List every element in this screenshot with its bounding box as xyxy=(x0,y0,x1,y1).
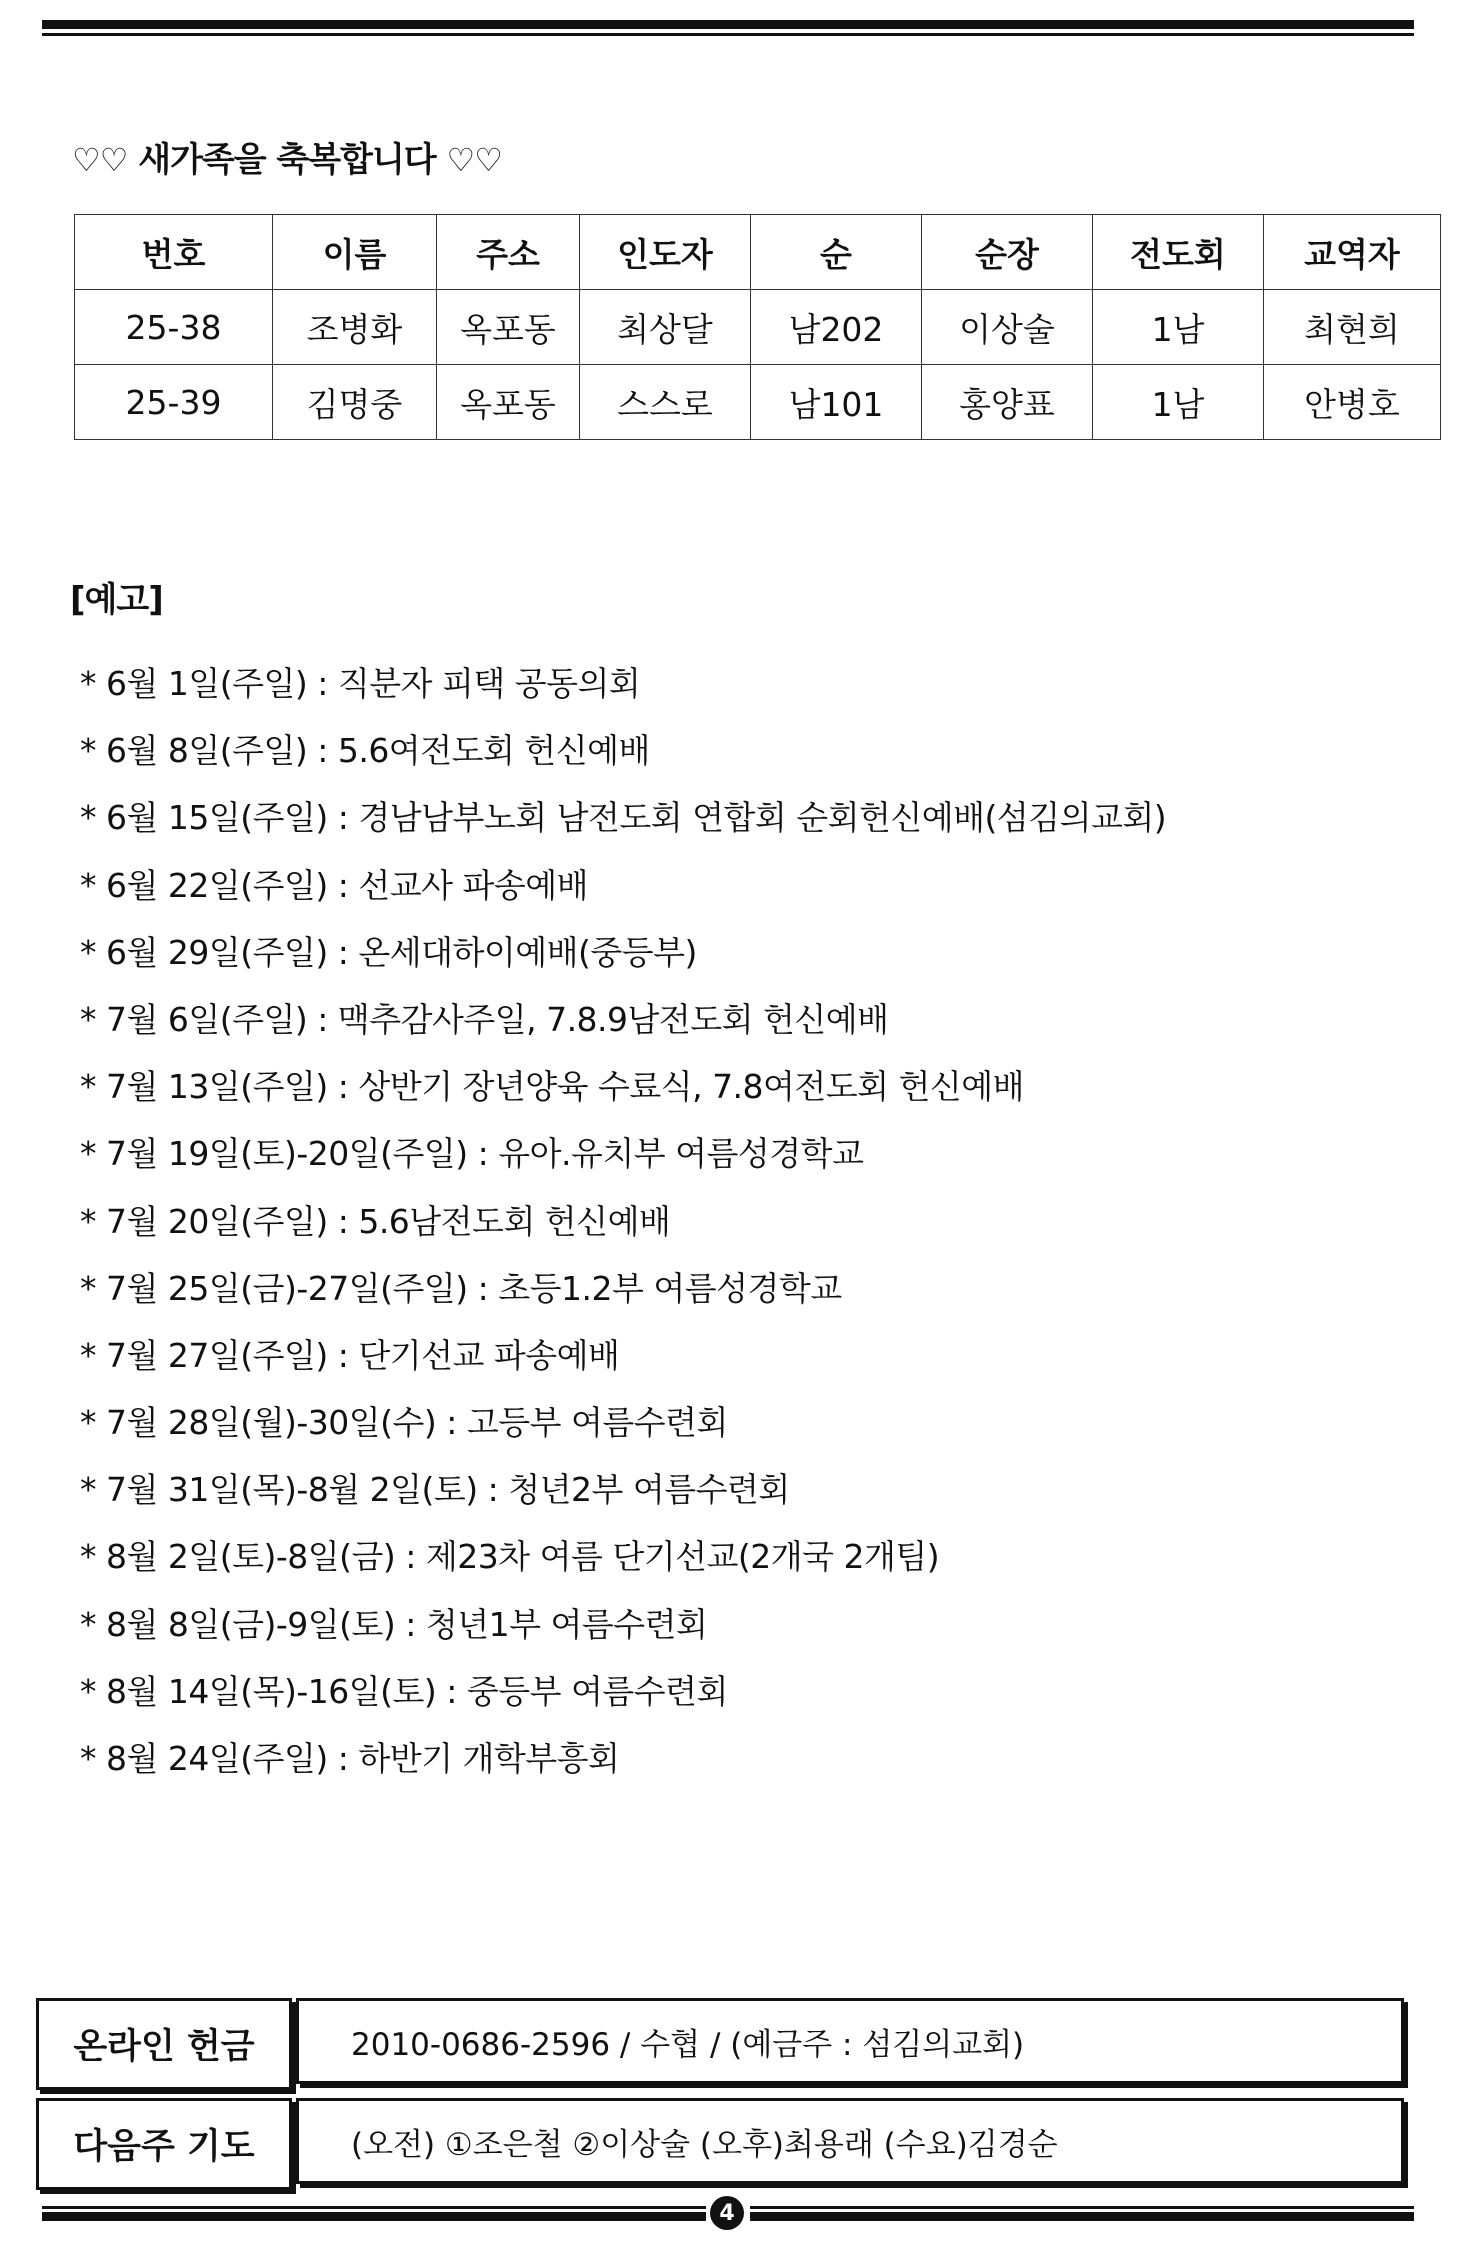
notice-item: * 7월 31일(목)-8월 2일(토) : 청년2부 여름수련회 xyxy=(80,1470,790,1510)
header-cell: 순 xyxy=(751,215,922,290)
notice-item: * 6월 15일(주일) : 경남남부노회 남전도회 연합회 순회헌신예배(섬김의교회) xyxy=(80,798,1167,838)
notice-item: * 7월 27일(주일) : 단기선교 파송예배 xyxy=(80,1335,620,1375)
table-cell: 스스로 xyxy=(580,365,751,440)
table-cell: 옥포동 xyxy=(437,365,580,440)
notice-item: * 8월 8일(금)-9일(토) : 청년1부 여름수련회 xyxy=(80,1604,708,1644)
notice-item: * 7월 25일(금)-27일(주일) : 초등1.2부 여름성경학교 xyxy=(80,1268,842,1308)
table-cell: 남101 xyxy=(751,365,922,440)
table-cell: 1남 xyxy=(1093,365,1264,440)
header-cell: 전도회 xyxy=(1093,215,1264,290)
bottom-rule-thin xyxy=(750,2206,1414,2209)
notice-item: * 7월 6일(주일) : 맥추감사주일, 7.8.9남전도회 헌신예배 xyxy=(80,999,889,1039)
notice-item: * 6월 29일(주일) : 온세대하이예배(중등부) xyxy=(80,932,697,972)
header-cell: 순장 xyxy=(922,215,1093,290)
heart-icon: ♡♡ xyxy=(446,141,502,179)
next-week-prayer-value: (오전) ①조은철 ②이상술 (오후)최용래 (수요)김경순 xyxy=(296,2098,1404,2184)
table-cell: 안병호 xyxy=(1264,365,1441,440)
heart-icon: ♡♡ xyxy=(72,141,128,179)
notice-item: * 7월 13일(주일) : 상반기 장년양육 수료식, 7.8여전도회 헌신예배 xyxy=(80,1067,1025,1107)
notice-item: * 8월 2일(토)-8일(금) : 제23차 여름 단기선교(2개국 2개팀) xyxy=(80,1537,940,1577)
online-offering-label: 온라인 헌금 xyxy=(36,1998,292,2090)
table-cell: 조병화 xyxy=(273,290,437,365)
header-cell: 이름 xyxy=(273,215,437,290)
top-rule-thin xyxy=(42,33,1414,36)
header-cell: 교역자 xyxy=(1264,215,1441,290)
table-row xyxy=(75,365,1441,440)
table-cell: 남202 xyxy=(751,290,922,365)
page-number-badge: 4 xyxy=(710,2196,744,2230)
table-cell: 1남 xyxy=(1093,290,1264,365)
notice-item: * 6월 1일(주일) : 직분자 피택 공동의회 xyxy=(80,664,641,703)
table-cell: 김명중 xyxy=(273,365,437,440)
notice-item: * 8월 24일(주일) : 하반기 개학부흥회 xyxy=(80,1739,620,1778)
new-family-title-text: 새가족을 축복합니다 xyxy=(138,140,436,180)
notice-item: * 7월 19일(토)-20일(주일) : 유아.유치부 여름성경학교 xyxy=(80,1134,864,1174)
header-cell: 주소 xyxy=(437,215,580,290)
table-header-row xyxy=(75,215,1441,290)
notice-item: * 7월 20일(주일) : 5.6남전도회 헌신예배 xyxy=(80,1201,671,1241)
header-cell: 인도자 xyxy=(580,215,751,290)
bottom-rule-thick xyxy=(42,2212,706,2221)
table-cell: 옥포동 xyxy=(437,290,580,365)
notice-list xyxy=(80,650,1166,1792)
table-cell: 25-38 xyxy=(75,290,273,365)
bottom-rule-thick xyxy=(750,2212,1414,2221)
next-week-prayer-label: 다음주 기도 xyxy=(36,2098,292,2190)
new-family-table xyxy=(74,214,1441,440)
bottom-rule-thin xyxy=(42,2206,706,2209)
table-cell: 이상술 xyxy=(922,290,1093,365)
table-cell: 최상달 xyxy=(580,290,751,365)
notice-item: * 7월 28일(월)-30일(수) : 고등부 여름수련회 xyxy=(80,1403,728,1443)
top-rule-thick xyxy=(42,20,1414,29)
table-cell: 25-39 xyxy=(75,365,273,440)
online-offering-account: 2010-0686-2596 / 수협 / (예금주 : 섬김의교회) xyxy=(296,1998,1404,2084)
notice-item: * 6월 22일(주일) : 선교사 파송예배 xyxy=(80,865,588,905)
notice-item: * 6월 8일(주일) : 5.6여전도회 헌신예배 xyxy=(80,731,650,771)
notices-title: [예고] xyxy=(70,580,163,620)
table-cell: 홍양표 xyxy=(922,365,1093,440)
table-cell: 최현희 xyxy=(1264,290,1441,365)
notice-item: * 8월 14일(목)-16일(토) : 중등부 여름수련회 xyxy=(80,1671,728,1711)
table-row xyxy=(75,290,1441,365)
new-family-title xyxy=(72,132,502,181)
header-cell: 번호 xyxy=(75,215,273,290)
